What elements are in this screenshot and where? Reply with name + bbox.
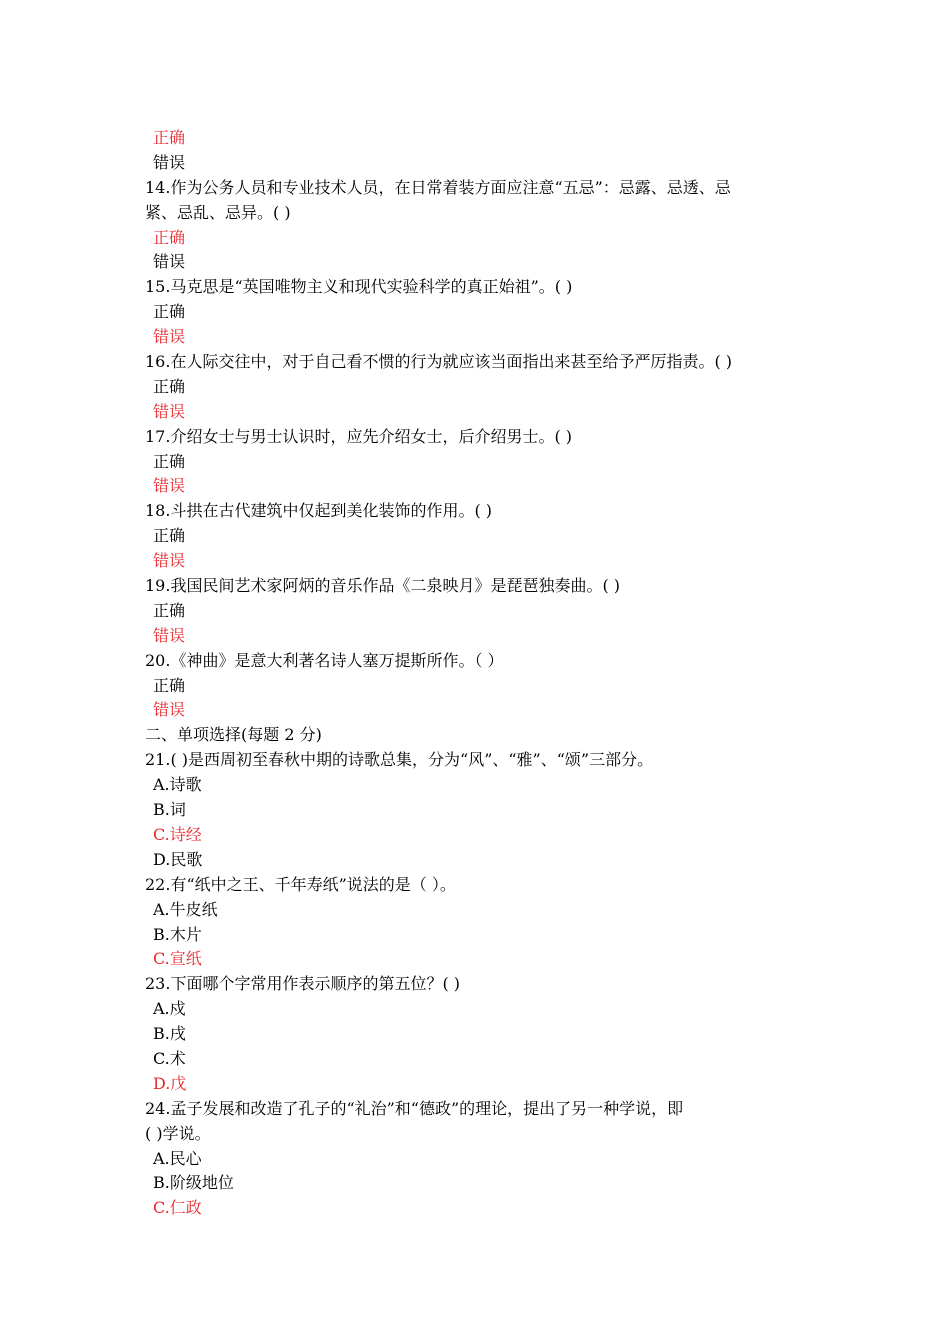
question-text: 22.有“纸中之王、千年寿纸”说法的是（ ）。 xyxy=(145,874,456,894)
answer-option-correct: 错误 xyxy=(153,700,186,720)
question-text: 16.在人际交往中，对于自己看不惯的行为就应该当面指出来甚至给予严厉指责。( ) xyxy=(145,352,733,372)
question-block xyxy=(145,425,810,500)
question-text: ( )学说。 xyxy=(145,1123,211,1143)
answer-option-correct: C.宣纸 xyxy=(153,949,202,969)
answer-option-correct: 错误 xyxy=(153,327,186,347)
question-block xyxy=(145,873,810,973)
question-text: 20.《神曲》是意大利著名诗人塞万提斯所作。（ ） xyxy=(145,650,504,670)
carryover-options xyxy=(145,126,810,176)
answer-option: B.阶级地位 xyxy=(153,1173,234,1193)
question-block xyxy=(145,499,810,574)
exam-content xyxy=(145,126,810,1221)
question-text: 19.我国民间艺术家阿炳的音乐作品《二泉映月》是琵琶独奏曲。( ) xyxy=(145,576,621,596)
question-block xyxy=(145,176,810,276)
section-heading: 二、单项选择(每题 2 分) xyxy=(145,725,322,745)
answer-option: C.术 xyxy=(153,1048,186,1068)
answer-option: B.词 xyxy=(153,800,186,820)
answer-option-correct: C.仁政 xyxy=(153,1198,202,1218)
answer-option: A.牛皮纸 xyxy=(153,899,218,919)
question-block xyxy=(145,574,810,649)
answer-option-correct: 错误 xyxy=(153,551,186,571)
question-text: 14.作为公务人员和专业技术人员，在日常着装方面应注意“五忌”：忌露、忌透、忌 xyxy=(145,177,731,197)
answer-option: 正确 xyxy=(153,376,186,396)
answer-option: 正确 xyxy=(153,526,186,546)
answer-option: A.诗歌 xyxy=(153,775,202,795)
answer-option-correct: 错误 xyxy=(153,625,186,645)
answer-option-correct: D.戊 xyxy=(153,1073,187,1093)
question-block xyxy=(145,649,810,724)
answer-option: B.木片 xyxy=(153,924,202,944)
question-block xyxy=(145,1097,810,1221)
question-text: 15.马克思是“英国唯物主义和现代实验科学的真正始祖”。( ) xyxy=(145,277,573,297)
answer-option: D.民歌 xyxy=(153,849,203,869)
answer-option: 错误 xyxy=(153,152,186,172)
question-block xyxy=(145,972,810,1096)
answer-option-correct: 错误 xyxy=(153,401,186,421)
question-text: 21.( )是西周初至春秋中期的诗歌总集，分为“风”、“雅”、“颂”三部分。 xyxy=(145,750,654,770)
answer-option-correct: C.诗经 xyxy=(153,824,202,844)
answer-option: 正确 xyxy=(153,302,186,322)
question-text: 24.孟子发展和改造了孔子的“礼治”和“德政”的理论，提出了另一种学说，即 xyxy=(145,1098,684,1118)
question-block xyxy=(145,275,810,350)
answer-option: A.民心 xyxy=(153,1148,202,1168)
answer-option-correct: 正确 xyxy=(153,128,186,147)
answer-option: B.戌 xyxy=(153,1024,186,1044)
answer-option: 错误 xyxy=(153,252,186,272)
answer-option: 正确 xyxy=(153,451,186,471)
question-text: 17.介绍女士与男士认识时，应先介绍女士，后介绍男士。( ) xyxy=(145,426,573,446)
answer-option: A.戍 xyxy=(153,999,186,1019)
question-text: 紧、忌乱、忌异。( ) xyxy=(145,202,291,222)
answer-option-correct: 正确 xyxy=(153,227,186,247)
true-false-questions xyxy=(145,176,810,724)
answer-option: 正确 xyxy=(153,675,186,695)
single-choice-questions xyxy=(145,748,810,1221)
answer-option: 正确 xyxy=(153,600,186,620)
question-block xyxy=(145,748,810,872)
question-text: 23.下面哪个字常用作表示顺序的第五位？( ) xyxy=(145,974,461,994)
question-block xyxy=(145,350,810,425)
answer-option-correct: 错误 xyxy=(153,476,186,496)
question-text: 18.斗拱在古代建筑中仅起到美化装饰的作用。( ) xyxy=(145,501,493,521)
